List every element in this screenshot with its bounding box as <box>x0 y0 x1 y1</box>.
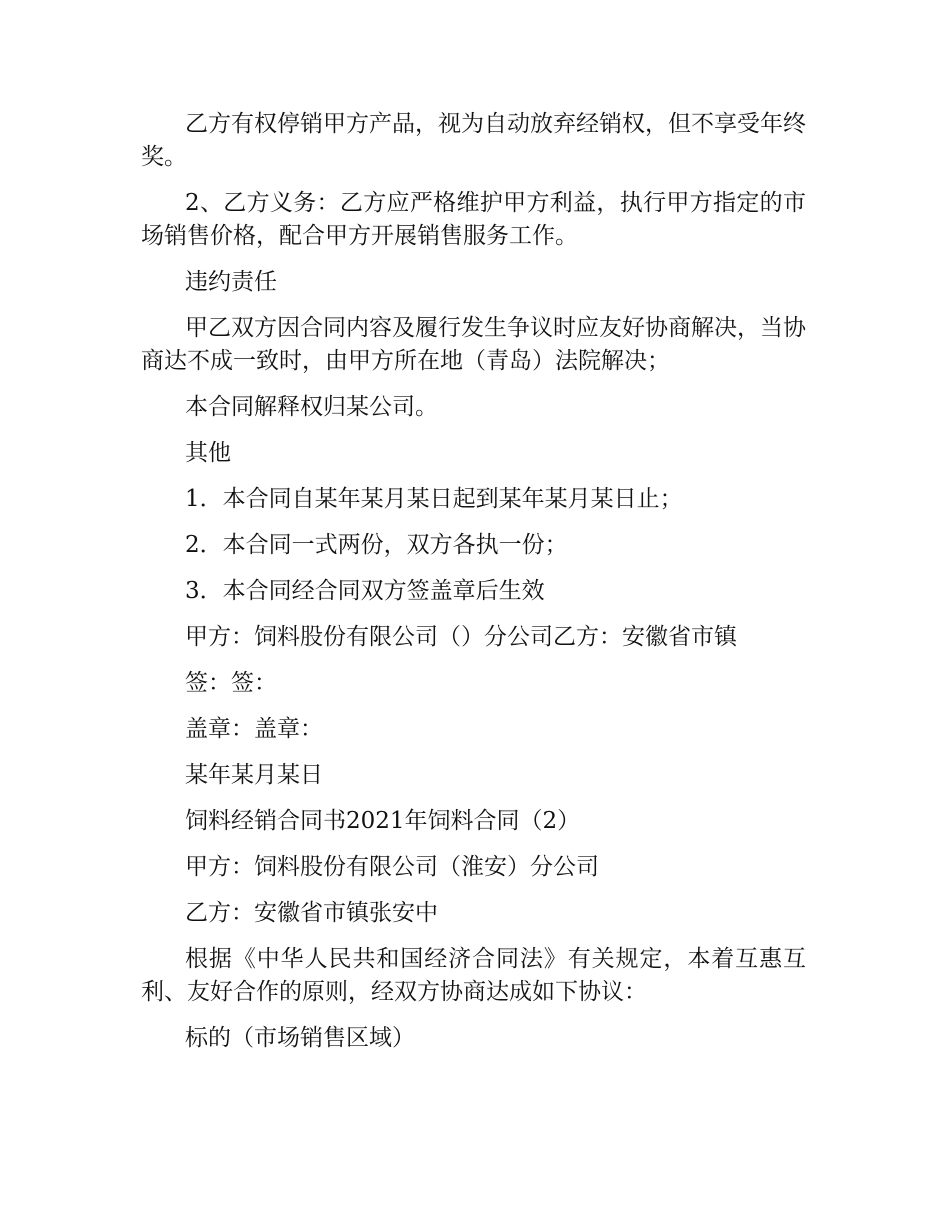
heading-breach-liability: 违约责任 <box>185 269 277 295</box>
paragraph-party-a: 甲方：饲料股份有限公司（淮安）分公司 <box>185 854 599 880</box>
paragraph-stop-selling-clause: 乙方有权停销甲方产品，视为自动放弃经销权，但不享受年终奖。 <box>141 111 806 170</box>
contract-title-2: 饲料经销合同书2021年饲料合同（2） <box>185 808 581 834</box>
paragraph-date-line: 某年某月某日 <box>185 762 323 788</box>
heading-subject-sales-area: 标的（市场销售区域） <box>185 1025 415 1051</box>
paragraph-signature-line: 签：签： <box>185 670 277 696</box>
list-item-term: 1．本合同自某年某月某日起到某年某月某日止； <box>185 486 683 512</box>
paragraph-party-b: 乙方：安徽省市镇张安中 <box>185 900 438 926</box>
paragraph-party-b-obligations: 2、乙方义务：乙方应严格维护甲方利益，执行甲方指定的市场销售价格，配合甲方开展销售服务工作。 <box>141 190 806 249</box>
paragraph-preamble: 根据《中华人民共和国经济合同法》有关规定，本着互惠互利、友好合作的原则，经双方协商达成如下协议： <box>141 946 806 1005</box>
heading-other: 其他 <box>185 440 231 466</box>
paragraph-parties-line: 甲方：饲料股份有限公司（）分公司乙方：安徽省市镇 <box>185 624 737 650</box>
paragraph-dispute-resolution: 甲乙双方因合同内容及履行发生争议时应友好协商解决，当协商达不成一致时，由甲方所在地（青岛）法院解决； <box>141 315 806 374</box>
paragraph-seal-line: 盖章：盖章： <box>185 716 323 742</box>
paragraph-interpretation-right: 本合同解释权归某公司。 <box>185 394 438 420</box>
list-item-effective: 3．本合同经合同双方签盖章后生效 <box>185 578 545 604</box>
list-item-copies: 2．本合同一式两份，双方各执一份； <box>185 532 568 558</box>
document-body <box>141 108 806 1068</box>
